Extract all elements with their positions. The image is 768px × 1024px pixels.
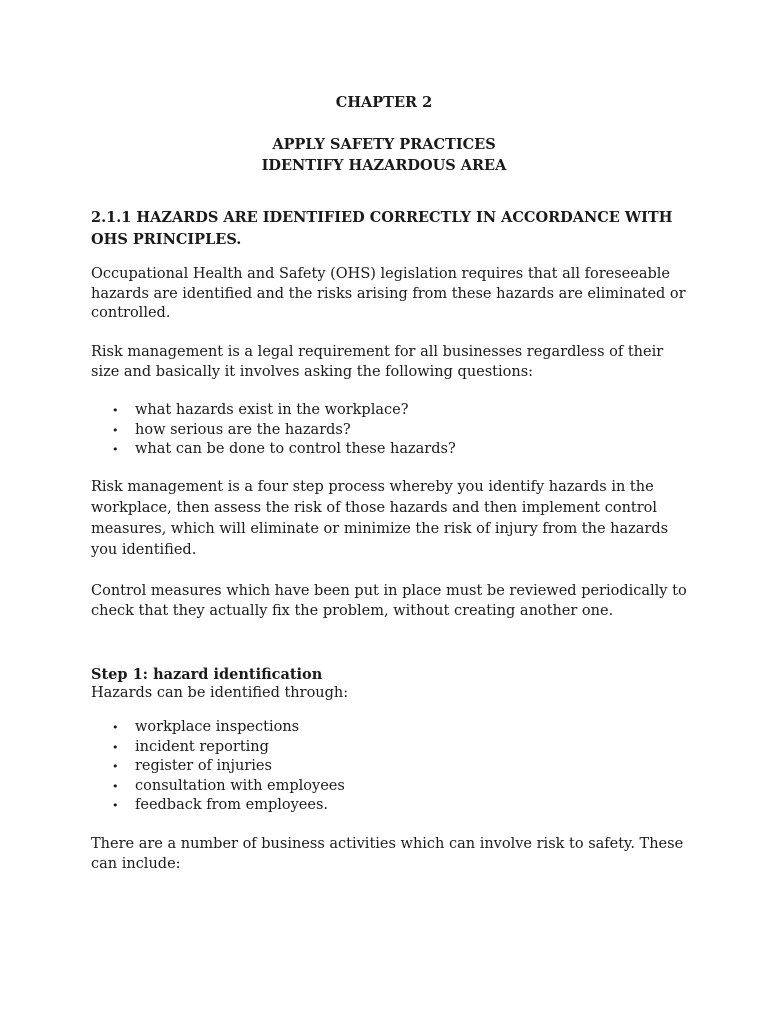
list-item [91, 777, 691, 797]
bullet-icon: • [112, 799, 119, 812]
list-item [91, 421, 691, 441]
list-item [91, 718, 691, 738]
step1-heading: Step 1: hazard identification [91, 666, 323, 683]
paragraph-control-measures: Control measures which have been put in place must be reviewed periodically to check that they actually fix the problem, without creating another one. [91, 583, 687, 619]
list-item-text: feedback from employees. [135, 797, 329, 813]
bullet-icon: • [112, 740, 119, 754]
list-item [91, 440, 691, 460]
list-item [91, 757, 691, 777]
bullet-icon: • [112, 721, 119, 734]
paragraph-four-step-process: Risk management is a four step process whereby you identify hazards in the workplace, then assess the risk of those hazards and then implement control measures, which will eliminate or minimize the risk of injury from the hazards you identified. [91, 479, 669, 558]
section-heading: 2.1.1 HAZARDS ARE IDENTIFIED CORRECTLY IN ACCORDANCE WITH OHS PRINCIPLES. [91, 209, 673, 248]
list-item-text: what can be done to control these hazards? [135, 441, 456, 457]
list-item-text: register of injuries [135, 758, 272, 774]
bullet-icon: • [112, 404, 119, 417]
list-item-text: workplace inspections [135, 719, 300, 735]
title-apply-safety-practices: APPLY SAFETY PRACTICES [272, 136, 496, 153]
bullet-icon: • [112, 423, 119, 437]
questions-list [91, 401, 691, 460]
list-item-text: how serious are the hazards? [135, 421, 351, 438]
bullet-icon: • [112, 760, 119, 773]
list-item [91, 796, 691, 816]
step1-intro: Hazards can be identified through: [91, 685, 349, 701]
paragraph-risk-management-legal: Risk management is a legal requirement for all businesses regardless of their size and basically it involves asking the following questions: [91, 344, 664, 380]
list-item-text: what hazards exist in the workplace? [135, 402, 409, 418]
title-identify-hazardous-area: IDENTIFY HAZARDOUS AREA [261, 157, 507, 174]
list-item-text: incident reporting [135, 738, 269, 755]
identification-methods-list [91, 718, 691, 816]
list-item [91, 401, 691, 421]
list-item [91, 738, 691, 758]
paragraph-business-activities: There are a number of business activities which can involve risk to safety. These can include: [91, 836, 684, 872]
list-item-text: consultation with employees [135, 777, 345, 794]
paragraph-ohs-legislation: Occupational Health and Safety (OHS) legislation requires that all foreseeable hazards are identified and the risks arising from these hazards are eliminated or controlled. [91, 266, 686, 321]
bullet-icon: • [112, 779, 119, 793]
bullet-icon: • [112, 443, 119, 456]
chapter-label: CHAPTER 2 [335, 94, 433, 111]
